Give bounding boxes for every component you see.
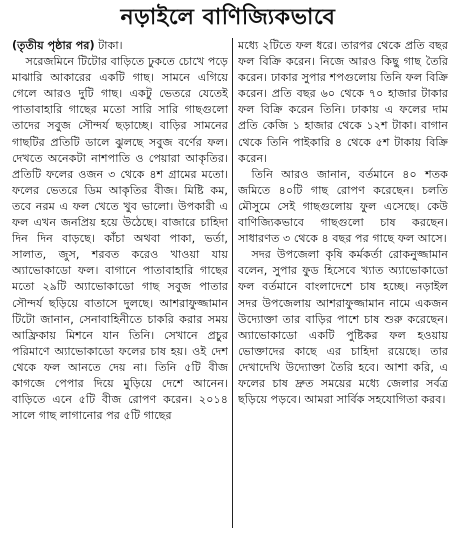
left-paragraph-2: সরেজমিনে টিটোর বাড়িতে ঢুকতে চোখে পড়ে মাঝারি আকারের একটি গাছ। সামনে এগিয়ে গেলে আরও দুটি গাছ। একটু ভেতরে যেতেই পাতাবাহারি গাছের মতো সারি সারি গাছগুলো তাদের সবুজ সৌন্দর্য ছড়াচ্ছে। বাড়ির সামনের গাছটির প্রতিটি ডালে ঝুলছে সবুজ বর্ণের ফল। দেখতে অনেকটা নাশপাতি ও পেয়ারা আকৃতির। প্রতিটি ফলের ওজন ৩ থেকে ৪শ গ্রামের মতো। ফলের ভেতরে ডিম আকৃতির বীজ। মিষ্টি কম, তবে নরম এ ফল খেতে খুব ভালো। উপকারী এ ফল এখন জনপ্রিয় হয়ে উঠেছে। বাজারে চাহিদা দিন দিন বাড়ছে। কাঁচা অথবা পাকা, ভর্তা, সালাত, জুস, শরবত করেও খাওয়া যায় অ্যাভোকাডো ফল। বাগানে পাতাবাহারি গাছের মতো ২৯টি অ্যাভোকাডো গাছ সবুজ পাতার সৌন্দর্য ছড়িয়ে বাতাসে দুলছে। আশরাফুজ্জামান টিটো জানান, সেনাবাহিনীতে চাকরি করার সময় আফ্রিকায় মিশনে যান তিনি। সেখানে প্রচুর পরিমাণে অ্যাভোকাডো ফলের চাষ হয়। ওই দেশ থেকে ফল আনতে দেয় না। তিনি ৫টি বীজ কাগজে পেপার দিয়ে মুড়িয়ে দেশে আনেন। বাড়িতে এনে ৫টি বীজ রোপণ করেন। ২০১৪ সালে গাছ লাগানোর পর ৫টি গাছের [12, 55, 228, 423]
right-paragraph-1: মধ্যে ২টিতে ফল ধরে। তারপর থেকে প্রতি বছর ফল বিক্রি করেন। নিজে আরও কিছু গাছ তৈরি করেন। ঢাকার সুপার শপগুলোয় তিনি ফল বিক্রি করেন। প্রতি বছর ৬০ থেকে ৭০ হাজার টাকার ফল বিক্রি করেন তিনি। ঢাকায় এ ফলের দাম প্রতি কেজি ১ হাজার থেকে ১২শ টাকা। বাগান থেকে তিনি পাইকারি ৪ থেকে ৫শ টাকায় বিক্রি করেন। [238, 39, 448, 165]
left-paragraph-1-text: টাকা। [98, 39, 123, 52]
continued-from-label: (তৃতীয় পৃষ্ঠার পর) [12, 39, 95, 52]
headline: নড়াইলে বাণিজ্যিকভাবে [120, 4, 336, 30]
left-paragraph-1 [12, 38, 228, 54]
column-divider [232, 38, 233, 528]
left-column [12, 38, 228, 528]
right-paragraph-3: সদর উপজেলা কৃষি কর্মকর্তা রোকনুজ্জামান বলেন, সুপার ফুড হিসেবে খ্যাত অ্যাভোকাডো ফল বর্তমানে বাংলাদেশে চাষ হচ্ছে। নড়াইল সদর উপজেলায় আশরাফুজ্জামান নামে একজন উদ্যোক্তা তার বাড়ির পাশে চাষ শুরু করেছেন। অ্যাভোকাডো একটি পুষ্টিকর ফল হওয়ায় ভোক্তাদের কাছে এর চাহিদা রয়েছে। তার দেখাদেখি উদ্যোক্তা তৈরি হবে। আশা করি, এ ফলের চাষ দ্রুত সময়ের মধ্যে জেলার সর্বত্র ছড়িয়ে পড়বে। আমরা সার্বিক সহযোগিতা করব। [238, 248, 448, 407]
article-body [0, 38, 456, 528]
right-paragraph-2: তিনি আরও জানান, বর্তমানে ৪০ শতক জমিতে ৪০টি গাছ রোপণ করেছেন। চলতি মৌসুমে সেই গাছগুলোয় ফুল এসেছে। কেউ বাণিজ্যিকভাবে গাছগুলো চাষ করছেন। সাধারণত ৩ থেকে ৪ বছর পর গাছে ফল আসে। [238, 167, 448, 246]
right-column [238, 38, 448, 528]
